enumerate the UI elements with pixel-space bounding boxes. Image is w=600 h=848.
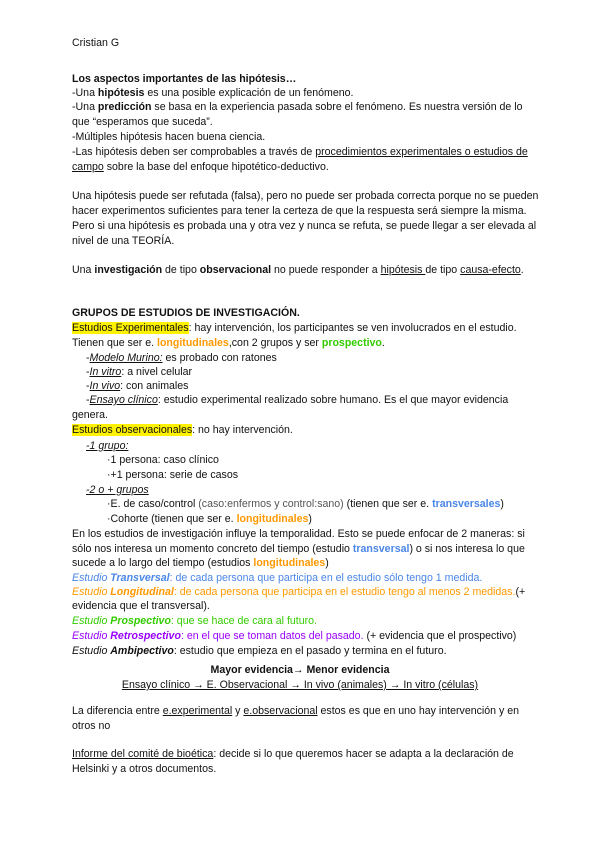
difference-line-2: otros no: [72, 720, 111, 732]
def-ambispective: Estudio Ambipectivo: estudio que empieza en el pasado y termina en el futuro.: [72, 645, 447, 657]
refute-line-3: Pero si una hipótesis es probada una y otra vez y nunca se refuta, se puede llegar a ser elevada al: [72, 220, 537, 232]
experimental-line-2: Tienen que ser e. longitudinales,con 2 grupos y ser prospectivo.: [72, 337, 385, 349]
temporality-line-1: En los estudios de investigación influye la temporalidad. Esto se puede enfocar de 2 maneras: si: [72, 528, 525, 540]
clinical-trial-item-cont: genera.: [72, 409, 108, 421]
def-longitudinal: Estudio Longitudinal: de cada persona que participa en el estudio tengo al menos 2 medidas.(+: [72, 586, 526, 598]
multi-group-item-1: ·E. de caso/control (caso:enfermos y control:sano) (tienen que ser e. transversales): [107, 498, 504, 510]
bioethics-line-2: Helsinki y a otros documentos.: [72, 763, 217, 775]
one-group-item-1: ·1 persona: caso clínico: [107, 454, 219, 466]
evidence-chain: Ensayo clínico → E. Observacional → In vivo (animales) → In vitro (células): [121, 679, 479, 691]
difference-line-1: La diferencia entre e.experimental y e.observacional estos es que en uno hay intervención y en: [72, 705, 520, 717]
murine-model-item: -Modelo Murino: es probado con ratones: [86, 352, 277, 364]
hyp-line-5: -Las hipótesis deben ser comprobables a través de procedimientos experimentales o estudios de: [72, 146, 528, 158]
bioethics-line-1: Informe del comité de bioética: decide si lo que queremos hacer se adapta a la declaración de: [72, 748, 514, 760]
def-prospective: Estudio Prospectivo: que se hace de cara al futuro.: [72, 615, 317, 627]
observational-note: Una investigación de tipo observacional no puede responder a hipótesis de tipo causa-efecto.: [72, 264, 524, 276]
multi-group-heading: -2 o + grupos: [86, 484, 149, 496]
def-longitudinal-cont: evidencia que el transversal).: [72, 600, 210, 612]
multi-group-item-2: ·Cohorte (tienen que ser e. longitudinales): [107, 513, 312, 525]
refute-line-2: hacer experimentos suficientes para tener la certeza de que la respuesta será siempre la misma.: [72, 205, 527, 217]
refute-line-1: Una hipótesis puede ser refutada (falsa), pero no puede ser probada correcta porque no se pueden: [72, 190, 539, 202]
one-group-heading: -1 grupo:: [86, 440, 129, 452]
def-retrospective: Estudio Retrospectivo: en el que se toman datos del pasado. (+ evidencia que el prospectivo): [72, 630, 517, 642]
in-vitro-item: -In vitro: a nivel celular: [86, 366, 192, 378]
temporality-line-2: sólo nos interesa un momento concreto del tiempo (estudio transversal) o si nos interesa lo que: [72, 543, 525, 555]
evidence-heading: Mayor evidencia→ Menor evidencia: [210, 664, 390, 676]
refute-line-4: nivel de una TEORÍA.: [72, 235, 175, 247]
clinical-trial-item: -Ensayo clínico: estudio experimental realizado sobre humano. Es el que mayor evidencia: [86, 394, 509, 406]
hypotheses-title: Los aspectos importantes de las hipótesis…: [72, 73, 297, 85]
in-vivo-item: -In vivo: con animales: [86, 380, 189, 392]
hyp-line-4: -Múltiples hipótesis hacen buena ciencia.: [72, 131, 266, 143]
hyp-line-2: -Una predicción se basa en la experiencia pasada sobre el fenómeno. Es nuestra versión de lo: [72, 101, 523, 113]
author-name: Cristian G: [72, 37, 120, 49]
def-transversal: Estudio Transversal: de cada persona que participa en el estudio sólo tengo 1 medida.: [72, 572, 483, 584]
hyp-line-3: que “esperamos que suceda”.: [72, 116, 213, 128]
groups-title: GRUPOS DE ESTUDIOS DE INVESTIGACIÓN.: [72, 307, 300, 319]
hyp-line-1: -Una hipótesis es una posible explicación de un fenómeno.: [72, 87, 354, 99]
experimental-line-1: Estudios Experimentales: hay intervención, los participantes se ven involucrados en el estudio.: [72, 322, 517, 334]
one-group-item-2: ·+1 persona: serie de casos: [107, 469, 239, 481]
temporality-line-3: sucede a lo largo del tiempo (estudios longitudinales): [72, 557, 329, 569]
hyp-line-6: campo sobre la base del enfoque hipotético-deductivo.: [72, 161, 329, 173]
observational-line: Estudios observacionales: no hay intervención.: [72, 424, 293, 436]
